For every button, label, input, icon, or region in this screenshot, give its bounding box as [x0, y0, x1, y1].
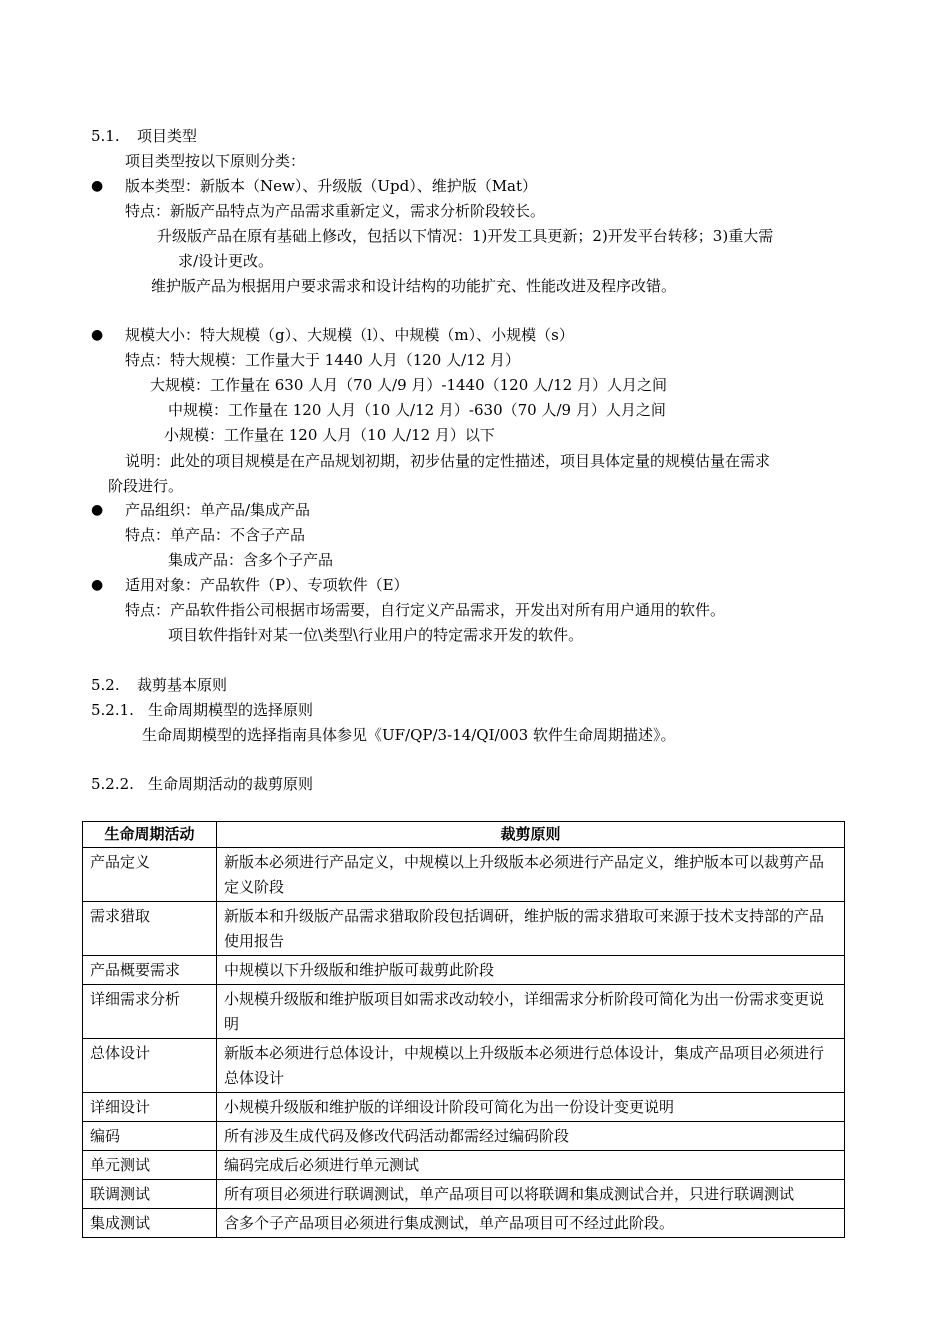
table-row	[83, 1039, 845, 1093]
version-type-line: 求/设计更改。	[178, 252, 274, 270]
table-row	[83, 1151, 845, 1180]
bullet-icon: ●	[91, 327, 104, 343]
target-heading: 适用对象：产品软件（P）、专项软件（E）	[125, 576, 409, 594]
scale-note: 阶段进行。	[108, 477, 184, 495]
scale-line: 小规模：工作量在 120 人月（10 人/12 月）以下	[164, 426, 495, 444]
rule-cell: 小规模升级版和维护版项目如需求改动较小，详细需求分析阶段可简化为出一份需求变更说明	[217, 985, 845, 1039]
column-header: 生命周期活动	[83, 822, 217, 848]
table-row	[83, 1180, 845, 1209]
section-5-2-title: 裁剪基本原则	[137, 676, 228, 694]
tailoring-rules-table	[82, 821, 845, 1238]
bullet-icon: ●	[91, 502, 104, 518]
rule-cell: 小规模升级版和维护版的详细设计阶段可简化为出一份设计变更说明	[217, 1093, 845, 1122]
table-row	[83, 956, 845, 985]
version-type-line: 维护版产品为根据用户要求需求和设计结构的功能扩充、性能改进及程序改错。	[151, 277, 677, 295]
rule-cell: 含多个子产品项目必须进行集成测试，单产品项目可不经过此阶段。	[217, 1209, 845, 1238]
version-type-line: 特点：新版产品特点为产品需求重新定义，需求分析阶段较长。	[125, 202, 546, 220]
target-line: 特点：产品软件指公司根据市场需要，自行定义产品需求，开发出对所有用户通用的软件。	[125, 601, 726, 619]
table-row	[83, 848, 845, 902]
version-type-line: 升级版产品在原有基础上修改，包括以下情况：1)开发工具更新；2)开发平台转移；3)重大需	[157, 227, 774, 245]
section-5-2-2-number: 5.2.2.	[91, 775, 134, 793]
section-5-2-1-title: 生命周期模型的选择原则	[148, 701, 314, 719]
activity-cell: 单元测试	[83, 1151, 217, 1180]
org-heading: 产品组织：单产品/集成产品	[125, 501, 311, 519]
section-5-1-title: 项目类型	[137, 127, 198, 145]
section-5-1-intro: 项目类型按以下原则分类：	[125, 152, 306, 170]
activity-cell: 详细需求分析	[83, 985, 217, 1039]
section-5-2-number: 5.2.	[91, 676, 120, 694]
table-row	[83, 1122, 845, 1151]
table-row	[83, 1209, 845, 1238]
bullet-icon: ●	[91, 178, 104, 194]
scale-line: 中规模：工作量在 120 人月（10 人/12 月）-630（70 人/9 月）人月之间	[168, 401, 666, 419]
activity-cell: 详细设计	[83, 1093, 217, 1122]
activity-cell: 总体设计	[83, 1039, 217, 1093]
activity-cell: 联调测试	[83, 1180, 217, 1209]
activity-cell: 编码	[83, 1122, 217, 1151]
bullet-icon: ●	[91, 577, 104, 593]
activity-cell: 产品概要需求	[83, 956, 217, 985]
rule-cell: 新版本必须进行总体设计，中规模以上升级版本必须进行总体设计，集成产品项目必须进行总体设计	[217, 1039, 845, 1093]
table-header-row	[83, 822, 845, 848]
scale-line: 特点：特大规模：工作量大于 1440 人月（120 人/12 月）	[125, 351, 521, 369]
rule-cell: 新版本和升级版产品需求猎取阶段包括调研，维护版的需求猎取可来源于技术支持部的产品使用报告	[217, 902, 845, 956]
section-5-2-1-number: 5.2.1.	[91, 701, 134, 719]
scale-heading: 规模大小：特大规模（g）、大规模（l）、中规模（m）、小规模（s）	[125, 326, 574, 344]
section-5-1-number: 5.1.	[91, 127, 120, 145]
activity-cell: 需求猎取	[83, 902, 217, 956]
rule-cell: 所有项目必须进行联调测试，单产品项目可以将联调和集成测试合并，只进行联调测试	[217, 1180, 845, 1209]
rule-cell: 中规模以下升级版和维护版可裁剪此阶段	[217, 956, 845, 985]
activity-cell: 集成测试	[83, 1209, 217, 1238]
table-row	[83, 985, 845, 1039]
rule-cell: 编码完成后必须进行单元测试	[217, 1151, 845, 1180]
section-5-2-1-body: 生命周期模型的选择指南具体参见《UF/QP/3-14/QI/003 软件生命周期描述》。	[142, 726, 676, 744]
table-row	[83, 902, 845, 956]
version-type-heading: 版本类型：新版本（New）、升级版（Upd）、维护版（Mat）	[125, 177, 538, 195]
org-line: 特点：单产品：不含子产品	[125, 526, 306, 544]
rule-cell: 新版本必须进行产品定义，中规模以上升级版本必须进行产品定义，维护版本可以裁剪产品定义阶段	[217, 848, 845, 902]
activity-cell: 产品定义	[83, 848, 217, 902]
rule-cell: 所有涉及生成代码及修改代码活动都需经过编码阶段	[217, 1122, 845, 1151]
column-header: 裁剪原则	[217, 822, 845, 848]
table-row	[83, 1093, 845, 1122]
scale-note: 说明：此处的项目规模是在产品规划初期，初步估量的定性描述，项目具体定量的规模估量在需求	[125, 452, 771, 470]
org-line: 集成产品：含多个子产品	[168, 551, 334, 569]
scale-line: 大规模：工作量在 630 人月（70 人/9 月）-1440（120 人/12 月）人月之间	[150, 376, 667, 394]
target-line: 项目软件指针对某一位\类型\行业用户的特定需求开发的软件。	[168, 626, 584, 644]
section-5-2-2-title: 生命周期活动的裁剪原则	[148, 775, 314, 793]
